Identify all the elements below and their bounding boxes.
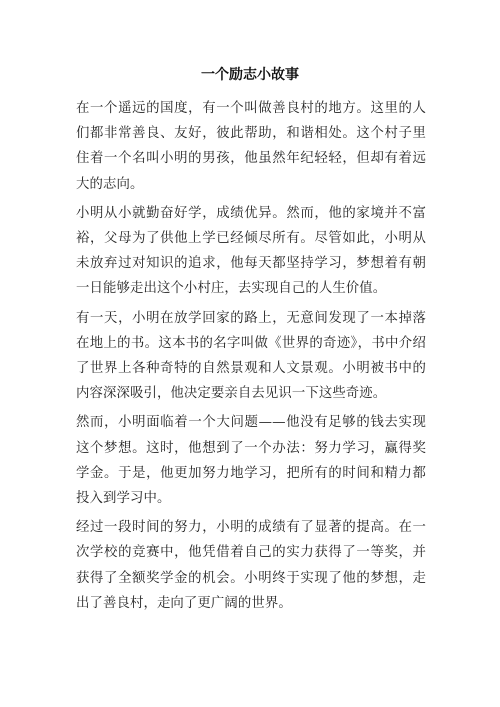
- paragraph-1: 在一个遥远的国度，有一个叫做善良村的地方。这里的人们都非常善良、友好，彼此帮助，和谐相处。这个村子里住着一个名叫小明的男孩，他虽然年纪轻轻，但却有着远大的志向。: [76, 101, 426, 192]
- paragraph-4: 然而，小明面临着一个大问题——他没有足够的钱去实现这个梦想。这时，他想到了一个办法：努力学习，赢得奖学金。于是，他更加努力地学习，把所有的时间和精力都投入到学习中。: [76, 415, 426, 507]
- document-title: 一个励志小故事: [201, 67, 299, 83]
- document-body: [76, 96, 426, 620]
- paragraph-2: 小明从小就勤奋好学，成绩优异。然而，他的家境并不富裕，父母为了供他上学已经倾尽所有。尽管如此，小明从未放弃过对知识的追求，他每天都坚持学习，梦想着有朝一日能够走出这个小村庄，去实现自己的人生价值。: [76, 205, 426, 297]
- paragraph-5: 经过一段时间的努力，小明的成绩有了显著的提高。在一次学校的竞赛中，他凭借着自己的实力获得了一等奖，并获得了全额奖学金的机会。小明终于实现了他的梦想，走出了善良村，走向了更广阔的世界。: [76, 520, 426, 611]
- paragraph-3: 有一天，小明在放学回家的路上，无意间发现了一本掉落在地上的书。这本书的名字叫做《世界的奇迹》，书中介绍了世界上各种奇特的自然景观和人文景观。小明被书中的内容深深吸引，他决定要亲自去见识一下这些奇迹。: [76, 310, 426, 402]
